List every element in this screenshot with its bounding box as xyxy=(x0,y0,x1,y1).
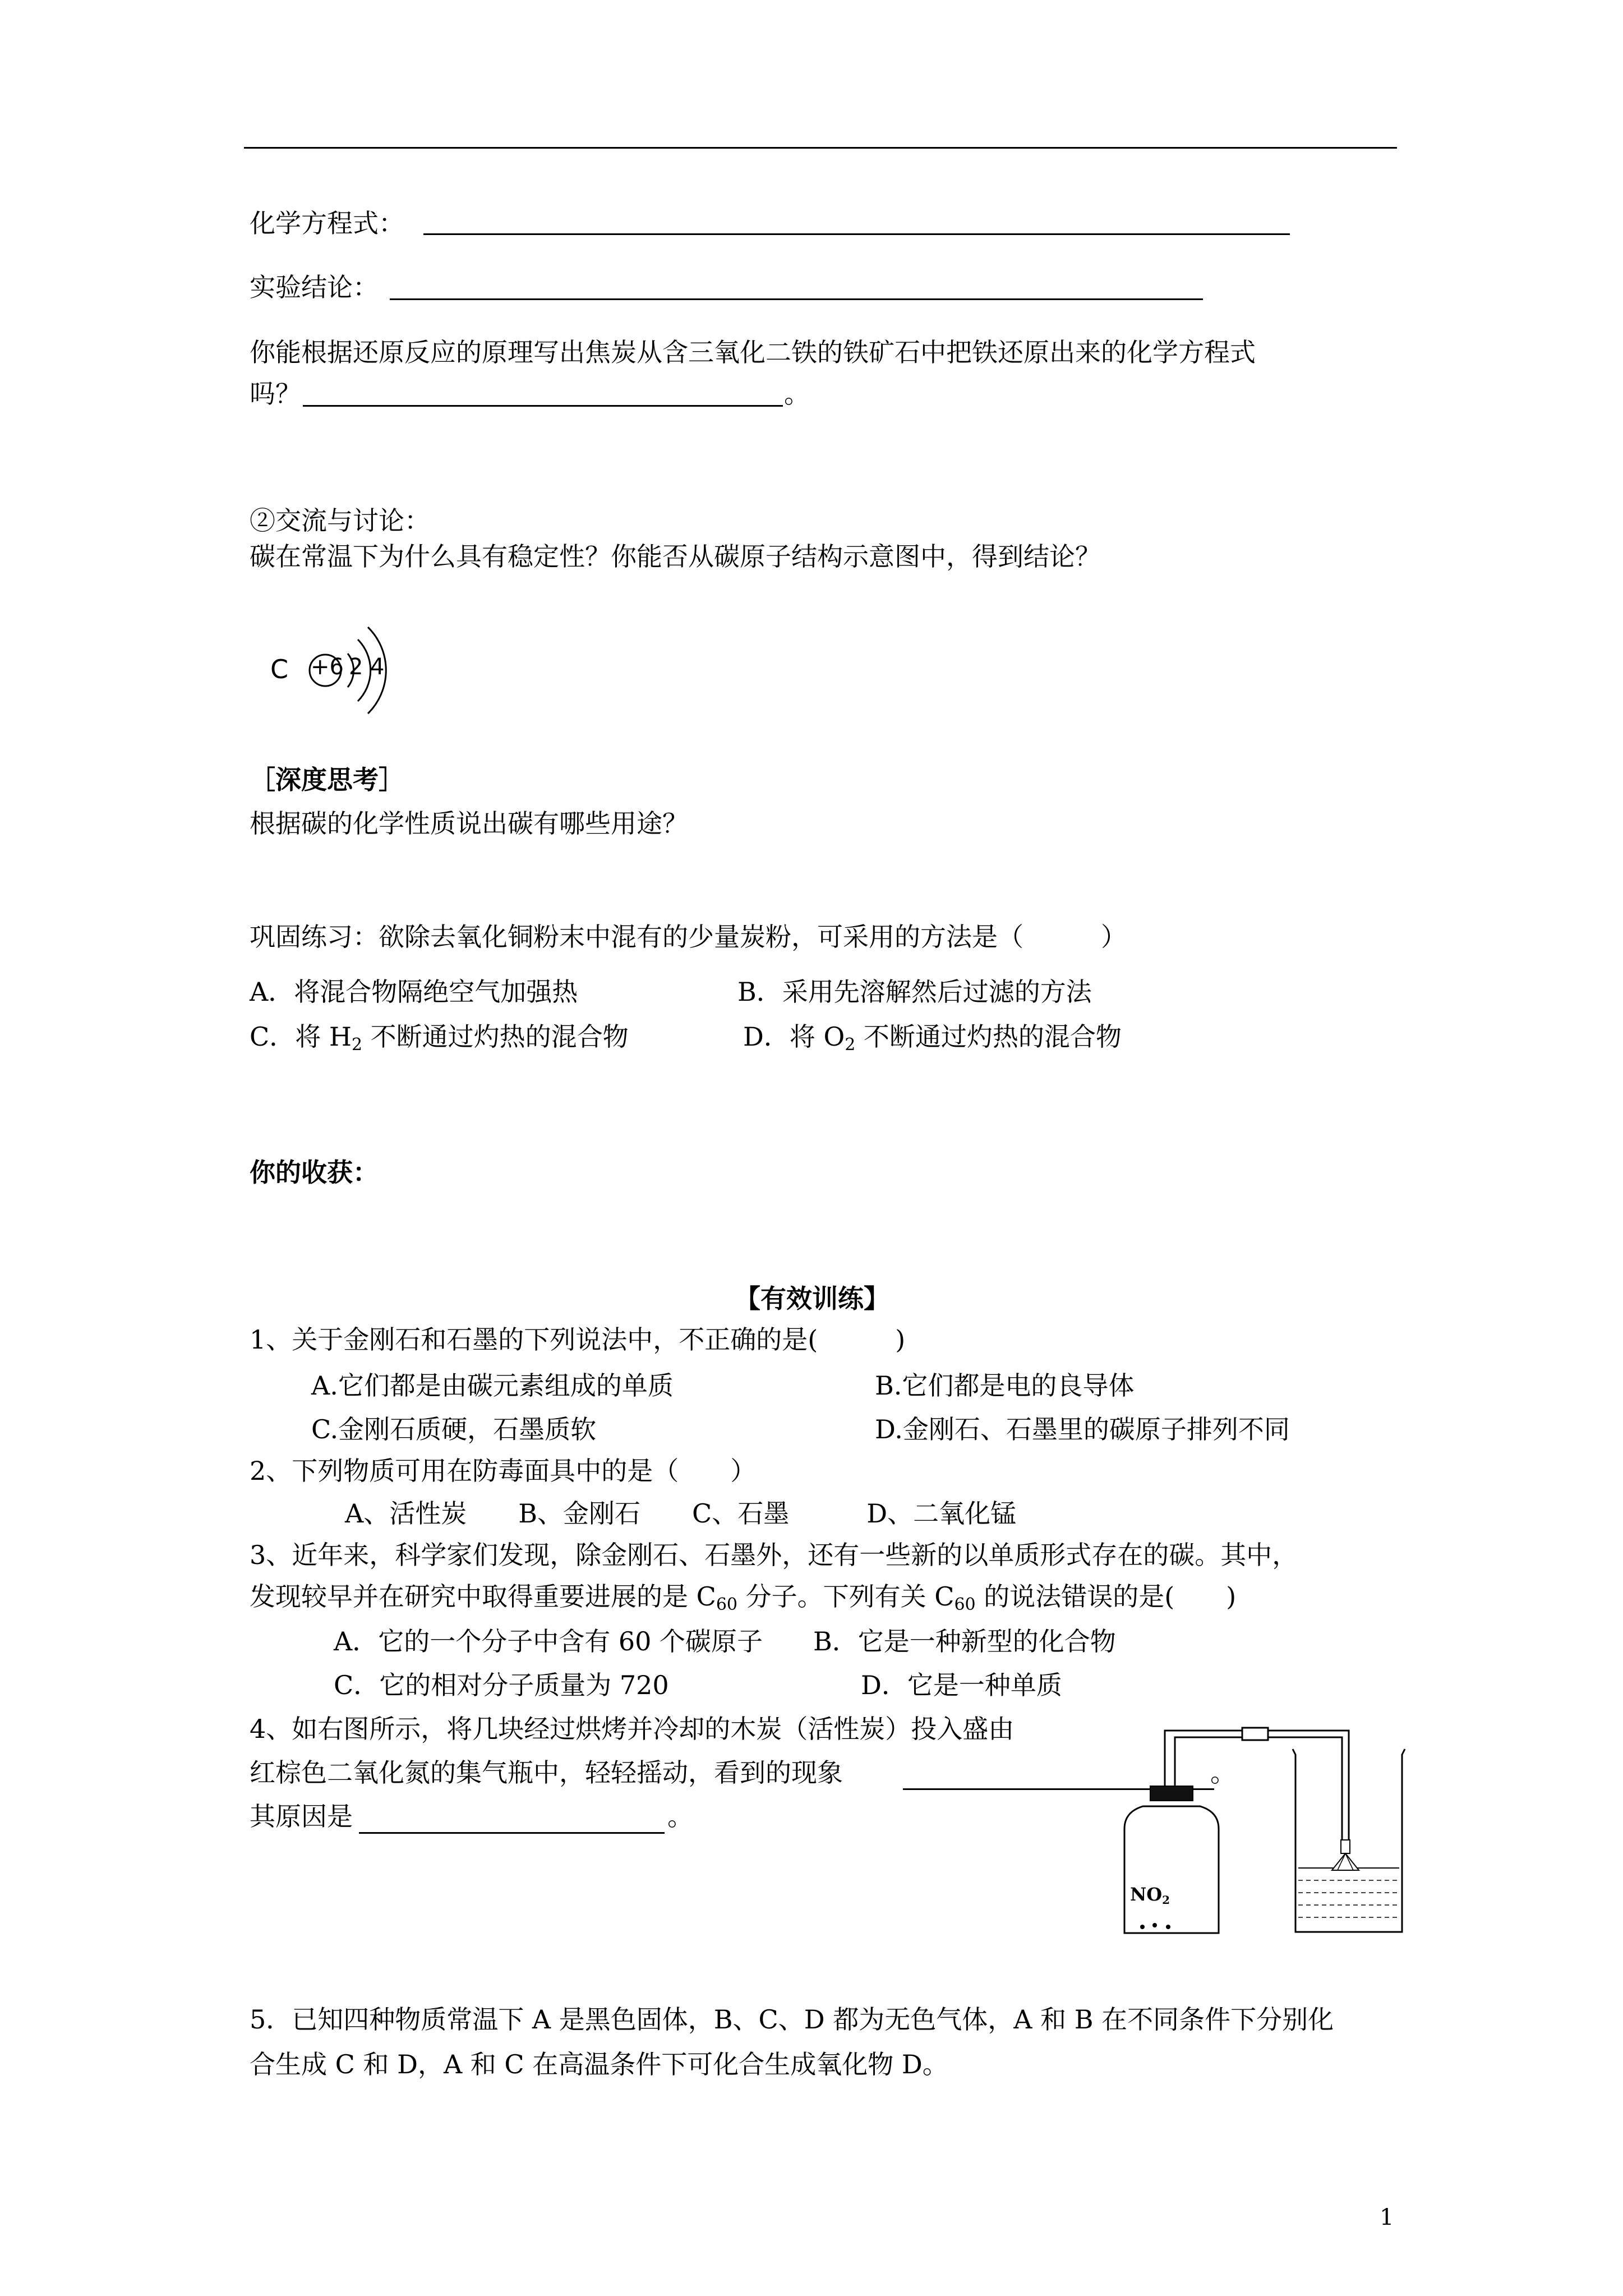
no2-label-sub: 2 xyxy=(1162,1893,1170,1907)
practice-option-b: B．采用先溶解然后过滤的方法 xyxy=(737,977,1092,1007)
q4-line2: 红棕色二氧化氮的集气瓶中，轻轻摇动，看到的现象 xyxy=(250,1757,843,1788)
training-title: 【有效训练】 xyxy=(735,1283,889,1314)
option-c-text: C．将 H xyxy=(250,1022,352,1052)
practice-option-d xyxy=(743,1020,1122,1062)
reduction-question-suffix: 。 xyxy=(784,379,810,409)
q3-option-c: C．它的相对分子质量为 720 xyxy=(334,1670,669,1700)
option-c-text-end: 不断通过灼热的混合物 xyxy=(362,1022,629,1052)
practice-option-a: A．将混合物隔绝空气加强热 xyxy=(250,977,578,1007)
shell2-electrons: 4 xyxy=(370,654,385,680)
header-rule xyxy=(244,147,1397,149)
q3-stem-line1: 3、近年来，科学家们发现，除金刚石、石墨外，还有一些新的以单质形式存在的碳。其中， xyxy=(250,1540,1298,1570)
deep-thinking-question: 根据碳的化学性质说出碳有哪些用途？ xyxy=(250,808,688,839)
harvest-label: 你的收获： xyxy=(250,1157,379,1188)
apparatus-graphic xyxy=(1108,1717,1410,1941)
nucleus-charge: +6 xyxy=(311,654,344,680)
practice-question: 巩固练习：欲除去氧化铜粉末中混有的少量炭粉，可采用的方法是（ ） xyxy=(250,922,1127,952)
q3-option-a: A．它的一个分子中含有 60 个碳原子 xyxy=(334,1626,763,1657)
option-d-text-end: 不断通过灼热的混合物 xyxy=(855,1022,1122,1052)
q5-line2: 合生成 C 和 D，A 和 C 在高温条件下可化合生成氧化物 D。 xyxy=(250,2049,948,2079)
shell1-electrons: 2 xyxy=(349,654,363,680)
no2-label-main: NO xyxy=(1130,1884,1163,1905)
q3-text-a: 发现较早并在研究中取得重要进展的是 C xyxy=(250,1581,716,1612)
q4-line1: 4、如右图所示，将几块经过烘烤并冷却的木炭（活性炭）投入盛由 xyxy=(250,1714,1015,1744)
discussion-heading: ②交流与讨论： xyxy=(250,505,430,536)
page-number: 1 xyxy=(1380,2205,1394,2230)
q3-text-c: 的说法错误的是( ) xyxy=(975,1581,1237,1612)
q4-line2-end: 。 xyxy=(1210,1757,1236,1788)
q3-text-b: 分子。下列有关 C xyxy=(737,1581,955,1612)
q2-stem: 2、下列物质可用在防毒面具中的是（ ） xyxy=(250,1456,757,1486)
discussion-question: 碳在常温下为什么具有稳定性？你能否从碳原子结构示意图中，得到结论？ xyxy=(250,541,1101,572)
practice-option-c xyxy=(250,1020,629,1062)
q4-line3-prefix: 其原因是 xyxy=(250,1801,353,1832)
q5-line1: 5．已知四种物质常温下 A 是黑色固体，B、C、D 都为无色气体，A 和 B 在不同条件下分别化 xyxy=(250,2004,1334,2035)
option-c-subscript: 2 xyxy=(351,1035,363,1055)
q1-stem: 1、关于金刚石和石墨的下列说法中，不正确的是( ) xyxy=(250,1324,906,1355)
q3-stem-line2 xyxy=(250,1580,1236,1622)
q4-reason-blank[interactable] xyxy=(359,1832,665,1834)
q3-subscript-2: 60 xyxy=(954,1595,976,1614)
reduction-answer-blank[interactable] xyxy=(303,405,783,407)
equation-label: 化学方程式： xyxy=(250,208,404,238)
option-d-subscript: 2 xyxy=(845,1035,856,1055)
atom-symbol: C xyxy=(270,654,289,684)
equation-answer-blank[interactable] xyxy=(423,233,1290,235)
conclusion-answer-blank[interactable] xyxy=(390,298,1203,300)
q3-subscript-1: 60 xyxy=(716,1595,738,1614)
option-d-text: D．将 O xyxy=(743,1022,845,1052)
q2-options: A、活性炭 B、金刚石 C、石墨 D、二氧化锰 xyxy=(345,1498,1017,1529)
carbon-atom-diagram xyxy=(264,600,409,740)
q4-line3-end: 。 xyxy=(667,1801,693,1832)
q1-option-b: B.它们都是电的良导体 xyxy=(875,1370,1135,1401)
reduction-question-prefix: 吗？ xyxy=(250,379,301,409)
no2-label xyxy=(1130,1884,1170,1907)
apparatus-figure xyxy=(1108,1717,1410,1941)
q3-option-b: B．它是一种新型的化合物 xyxy=(813,1626,1116,1657)
q1-option-a: A.它们都是由碳元素组成的单质 xyxy=(311,1370,674,1401)
deep-thinking-heading: ［深度思考］ xyxy=(250,765,404,795)
conclusion-label: 实验结论： xyxy=(250,272,379,302)
q1-option-c: C.金刚石质硬，石墨质软 xyxy=(311,1414,597,1444)
q1-option-d: D.金刚石、石墨里的碳原子排列不同 xyxy=(875,1414,1290,1444)
reduction-question-line1: 你能根据还原反应的原理写出焦炭从含三氧化二铁的铁矿石中把铁还原出来的化学方程式 xyxy=(250,337,1256,367)
q3-option-d: D．它是一种单质 xyxy=(861,1670,1062,1700)
